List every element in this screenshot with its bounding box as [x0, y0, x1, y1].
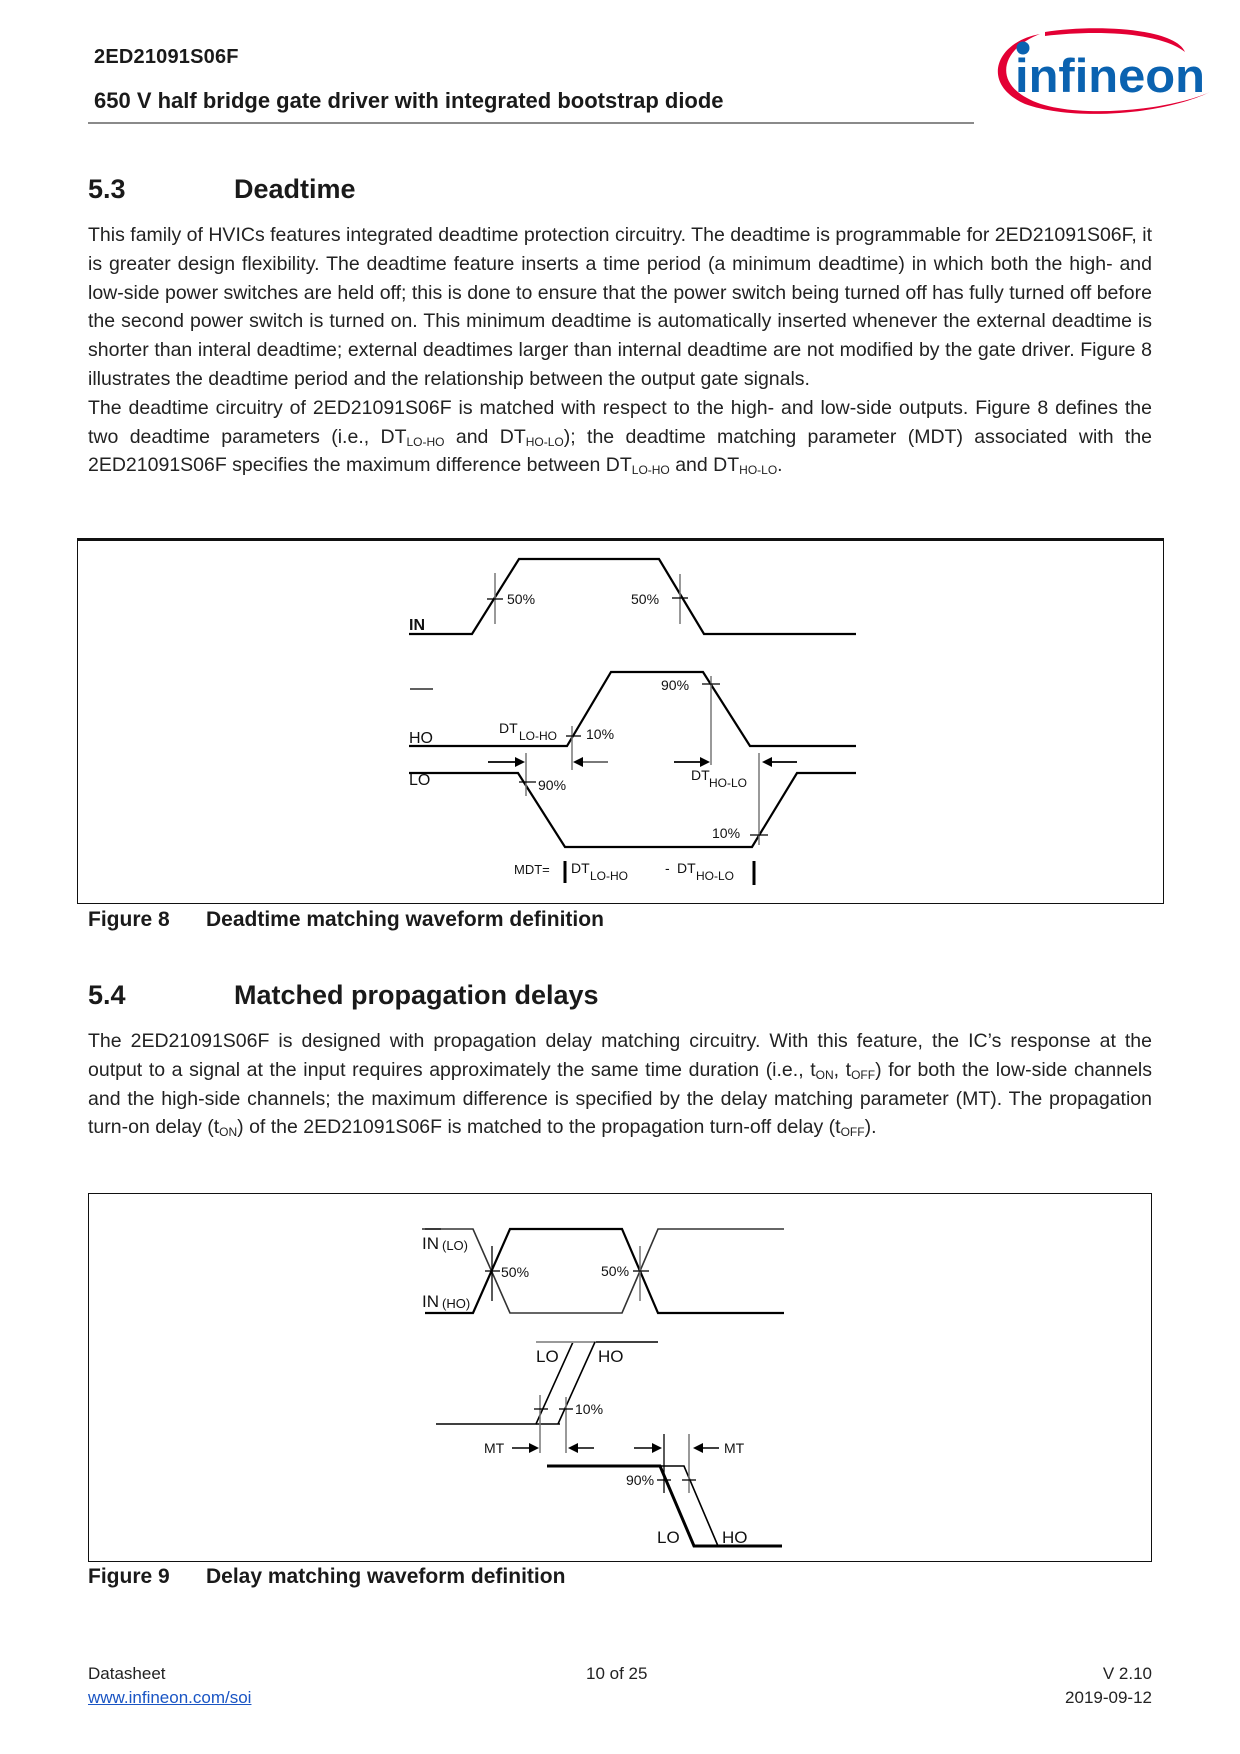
- figure-9-caption: Figure 9 Delay matching waveform definition: [88, 1565, 566, 1588]
- svg-text:(LO): (LO): [442, 1238, 468, 1253]
- svg-text:90%: 90%: [661, 677, 690, 693]
- svg-text:MT: MT: [484, 1440, 505, 1456]
- svg-text:10%: 10%: [586, 726, 615, 742]
- in-ho-signal-label: IN: [422, 1292, 439, 1311]
- svg-text:HO-LO: HO-LO: [709, 776, 748, 790]
- infineon-logo-icon: [985, 22, 1215, 122]
- section-number: 5.4: [88, 980, 126, 1010]
- delay-matching-waveform-diagram: [89, 1194, 1150, 1560]
- footer-doc-type: Datasheet: [88, 1664, 166, 1683]
- lo-waveform: [409, 773, 856, 847]
- svg-text:DT: DT: [571, 860, 590, 876]
- footer-url-link[interactable]: www.infineon.com/soi: [88, 1688, 252, 1707]
- figure-8-frame: [77, 538, 1164, 904]
- svg-text:90%: 90%: [626, 1472, 655, 1488]
- svg-text:LO-HO: LO-HO: [590, 869, 629, 883]
- svg-text:LO-HO: LO-HO: [519, 729, 558, 743]
- svg-text:10%: 10%: [575, 1401, 604, 1417]
- svg-text:MT: MT: [724, 1440, 745, 1456]
- svg-text:50%: 50%: [631, 591, 660, 607]
- ho-rise-label: HO: [598, 1347, 624, 1366]
- svg-text:DT: DT: [677, 860, 696, 876]
- lo-fall-label: LO: [657, 1528, 680, 1547]
- lo-signal-label: LO: [409, 772, 431, 789]
- infineon-logo: [985, 22, 1215, 122]
- figure-8-caption: Figure 8 Deadtime matching waveform definition: [88, 908, 604, 931]
- svg-text:10%: 10%: [712, 825, 741, 841]
- ho-fall-label: HO: [722, 1528, 748, 1547]
- footer-version: V 2.10: [1102, 1664, 1152, 1683]
- paragraph-propagation-delays: The 2ED21091S06F is designed with propagation delay matching circuitry. With this feature, the IC’s response at the output to a signal at the input requires approximately the same time duration (i.e., $t_{ON}$, $t_{OFF}$) for both the low-side channels and the high-side channels; the maximum difference is specified by the delay matching parameter (MT). The propagation turn-on delay $(t_{ON})$ of the 2ED21091S06F is matched to the propagation turn-off delay $(t_{OFF})$.: [88, 1030, 1152, 1140]
- svg-text:50%: 50%: [601, 1263, 630, 1279]
- figure-9-frame: [88, 1193, 1152, 1562]
- section-title: Deadtime: [234, 174, 356, 204]
- svg-text:DT: DT: [691, 767, 710, 783]
- svg-text:(HO): (HO): [442, 1296, 471, 1311]
- document-product-id: 2ED21091S06F: [94, 46, 239, 68]
- svg-text:90%: 90%: [538, 777, 567, 793]
- section-number: 5.3: [88, 174, 126, 204]
- ho-signal-label: HO: [409, 730, 433, 747]
- section-title: Matched propagation delays: [234, 980, 599, 1010]
- svg-text:50%: 50%: [507, 591, 536, 607]
- ho-waveform: [409, 672, 856, 746]
- svg-text:50%: 50%: [501, 1264, 530, 1280]
- svg-text:HO-LO: HO-LO: [696, 869, 735, 883]
- svg-text:infineon: infineon: [1015, 49, 1205, 102]
- document-subtitle: 650 V half bridge gate driver with integrated bootstrap diode: [94, 88, 724, 113]
- paragraph-deadtime-intro: This family of HVICs features integrated deadtime protection circuitry. The deadtime is programmable for 2ED21091S06F, it is greater design flexibility. The deadtime feature inserts a time period (a minimum deadtime) in which both the high- and low-side power switches are held off; this is done to ensure that the power switch being turned off has fully turned off before the second power switch is turned on. This minimum deadtime is automatically inserted whenever the external deadtime is shorter than interal deadtime; external deadtimes larger than internal deadtime are not modified by the gate driver. Figure 8 illustrates the deadtime period and the relationship between the output gate signals. The deadtime circuitry of 2ED21091S06F is matched with respect to the high- and low-side outputs. Figure 8 defines the two deadtime parameters (i.e., $DT_{LO-HO}$ and $DT_{HO-LO}$); the deadtime matching parameter (MDT) associated with the 2ED21091S06F specifies the maximum difference between $DT_{LO-HO}$ and $DT_{HO-LO}$.: [88, 224, 1153, 478]
- svg-text:DT: DT: [499, 720, 518, 736]
- svg-text:-: -: [665, 860, 670, 876]
- deadtime-waveform-diagram: [78, 541, 1162, 903]
- in-lo-signal-label: IN: [422, 1234, 439, 1253]
- footer-page-number: 10 of 25: [586, 1664, 648, 1683]
- header-divider: [88, 122, 974, 124]
- in-signal-label: IN: [409, 617, 425, 634]
- footer-date: 2019-09-12: [1065, 1688, 1152, 1707]
- footer-url[interactable]: [88, 1688, 251, 1708]
- lo-rise-label: LO: [536, 1347, 559, 1366]
- svg-text:MDT=: MDT=: [514, 862, 550, 877]
